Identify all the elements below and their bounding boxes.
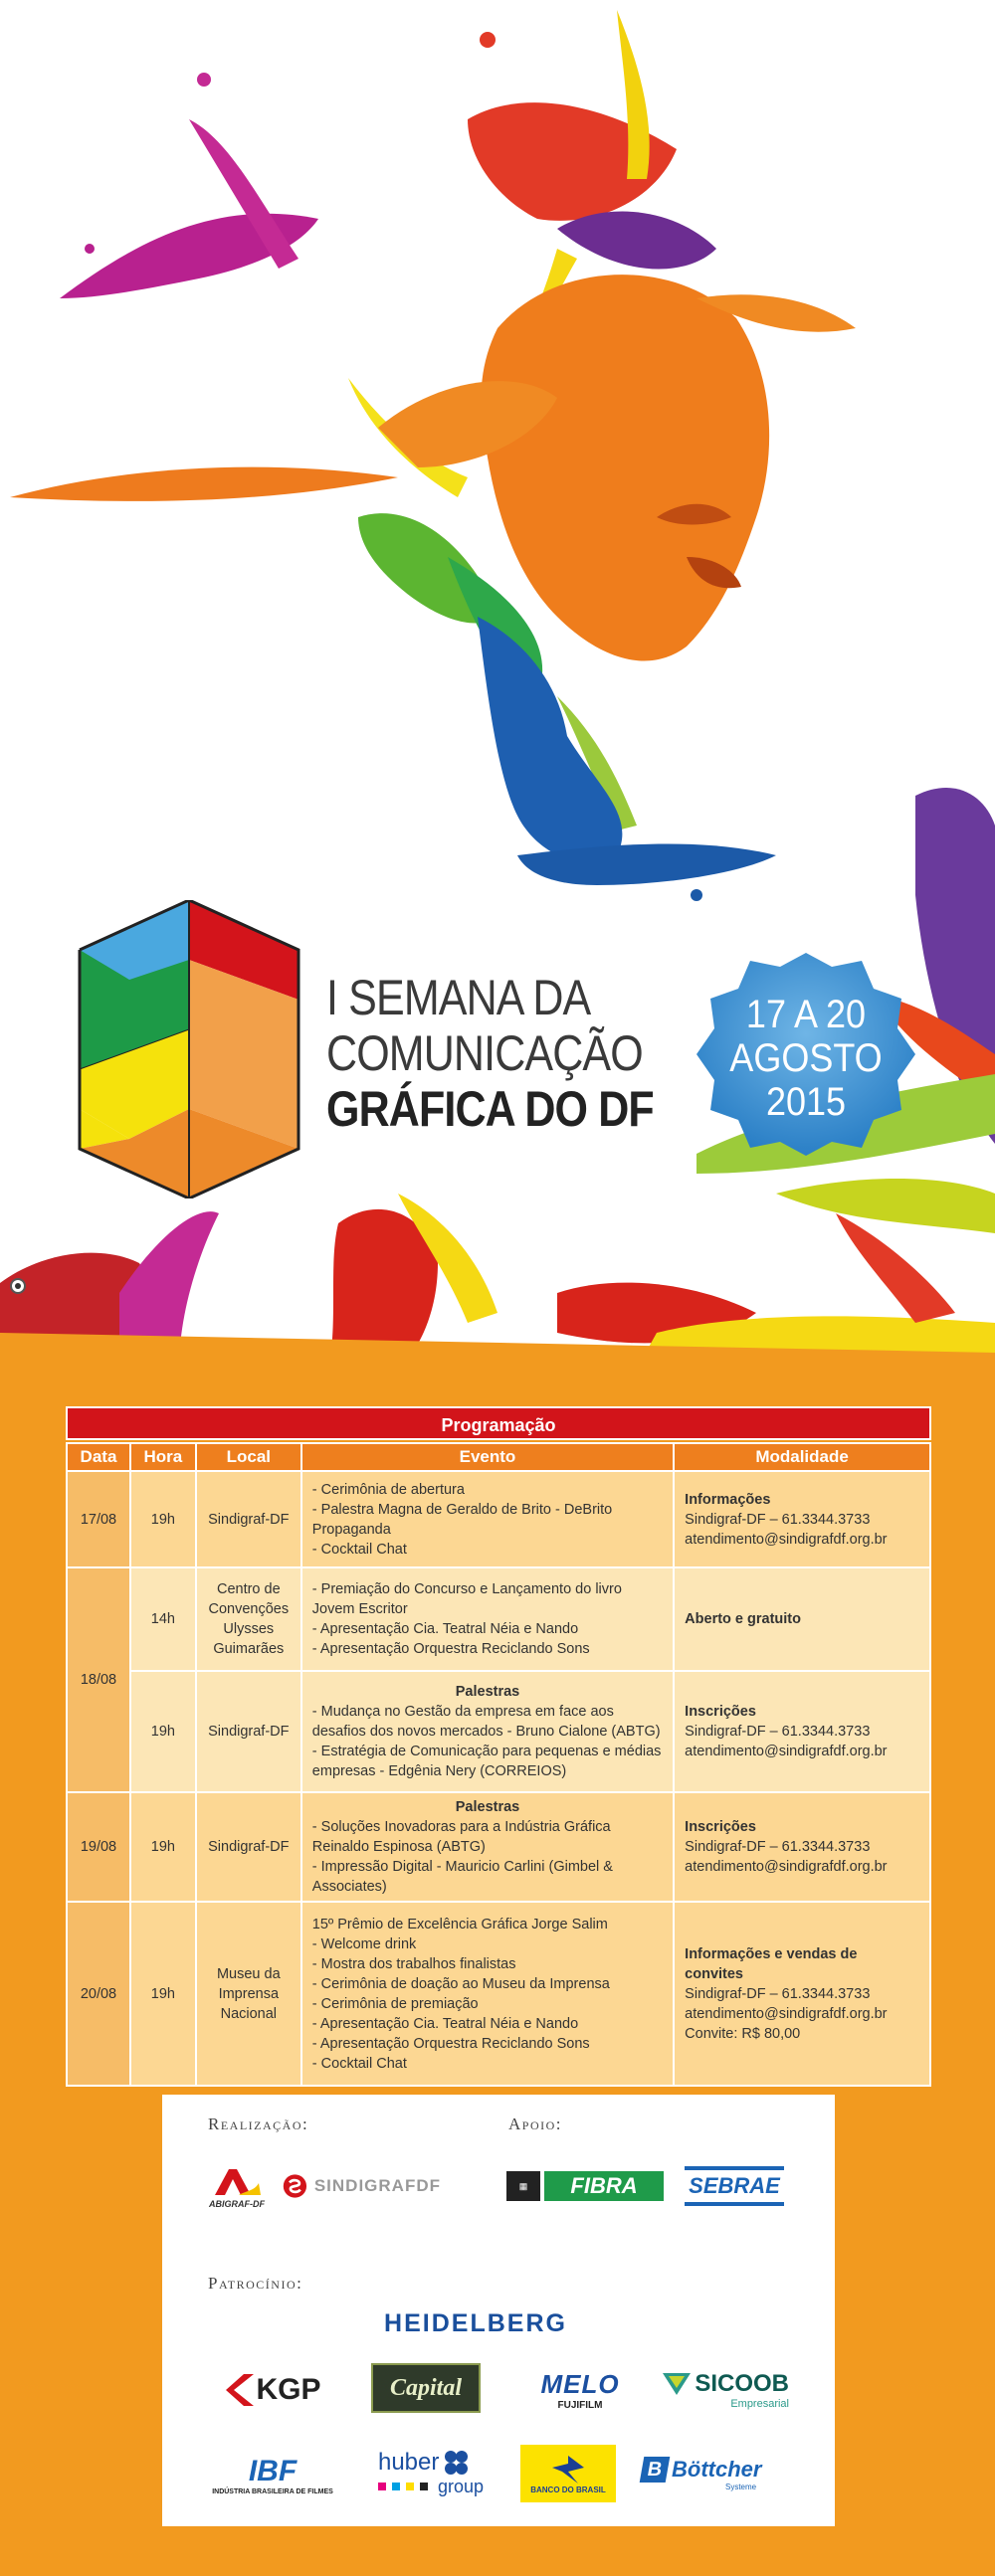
sebrae-logo — [680, 2164, 789, 2208]
abigraf-logo — [202, 2160, 272, 2214]
capital-logo — [371, 2363, 481, 2413]
row-location: Sindigraf-DF — [196, 1671, 301, 1792]
sebrae-text: SEBRAE — [689, 2173, 780, 2198]
program-title: Programação — [66, 1406, 931, 1440]
sicoob-logo — [650, 2365, 789, 2415]
sponsors-box — [162, 2095, 835, 2526]
kgp-chevron-icon — [226, 2372, 256, 2408]
table-row — [67, 1792, 930, 1902]
melo-subtext: FUJIFILM — [557, 2400, 603, 2411]
sicoob-text: SICOOB — [695, 2370, 789, 2397]
ibf-logo — [198, 2443, 347, 2506]
modality-text: Sindigraf-DF – 61.3344.3733 atendimento@sindigrafdf.org.br Convite: R$ 80,00 — [685, 1985, 888, 2042]
row-modality — [674, 1902, 930, 2086]
cube-logo — [70, 900, 308, 1198]
row-time: 19h — [130, 1671, 196, 1792]
row-modality — [674, 1471, 930, 1567]
row-time: 14h — [130, 1567, 196, 1671]
melo-text: MELO — [540, 2369, 620, 2399]
banco-do-brasil-logo — [520, 2445, 616, 2502]
header-evento: Evento — [301, 1443, 674, 1471]
modality-title: Informações — [685, 1491, 771, 1508]
row-date: 20/08 — [67, 1902, 130, 2086]
table-row — [67, 1567, 930, 1671]
capital-text: Capital — [389, 2374, 462, 2401]
date-badge — [693, 949, 919, 1160]
bottcher-text: Böttcher — [672, 2456, 762, 2482]
date-line-3: 2015 — [765, 1080, 847, 1124]
table-header-row — [67, 1443, 930, 1471]
row-time: 19h — [130, 1471, 196, 1567]
row-modality — [674, 1671, 930, 1792]
heidelberg-logo — [361, 2303, 590, 2343]
table-row — [67, 1471, 930, 1567]
page-marker-icon — [10, 1278, 26, 1294]
patrocinio-label: Patrocínio: — [208, 2274, 303, 2293]
modality-title: Aberto e gratuito — [685, 1611, 801, 1627]
sicoob-mark-icon — [663, 2373, 691, 2395]
event-heading: Palestras — [455, 1684, 520, 1700]
row-modality — [674, 1792, 930, 1902]
row-location: Centro de Convenções Ulysses Guimarães — [196, 1567, 301, 1671]
schedule-table — [66, 1442, 931, 2087]
title-line-3: GRÁFICA DO DF — [326, 1081, 654, 1137]
row-event: - Cerimônia de abertura - Palestra Magna de Geraldo de Brito - DeBrito Propaganda - Cocktail Chat — [301, 1471, 674, 1567]
row-event — [301, 1671, 674, 1792]
apoio-label: Apoio: — [508, 2115, 563, 2133]
heidelberg-text: HEIDELBERG — [384, 2308, 567, 2337]
modality-text: Sindigraf-DF – 61.3344.3733 atendimento@sindigrafdf.org.br — [685, 1724, 888, 1759]
abigraf-mark-icon — [211, 2165, 263, 2199]
fibra-text: FIBRA — [544, 2171, 664, 2201]
realizacao-label: Realização: — [208, 2115, 309, 2133]
modality-title: Inscrições — [685, 1704, 756, 1720]
sindigraf-logo — [282, 2164, 441, 2208]
row-date: 19/08 — [67, 1792, 130, 1902]
sebrae-bar-top — [685, 2166, 784, 2170]
table-row — [67, 1902, 930, 2086]
bb-text: BANCO DO BRASIL — [530, 2484, 606, 2494]
event-text: - Mudança no Gestão da empresa em face aos desafios dos novos mercados - Bruno Cialone (ABTG) - Estratégia de Comunicação para pequenas e médias empresas - Edgênia Nery (CORREIOS) — [311, 1704, 662, 1779]
row-date: 18/08 — [67, 1567, 130, 1792]
huber-logo — [366, 2443, 496, 2502]
ibf-text: IBF — [248, 2454, 298, 2487]
bottcher-mark-icon: B — [640, 2457, 671, 2483]
row-location: Sindigraf-DF — [196, 1792, 301, 1902]
date-line-2: AGOSTO — [729, 1036, 883, 1080]
title-line-2: COMUNICAÇÃO — [326, 1025, 643, 1081]
sebrae-bar-bottom — [685, 2202, 784, 2206]
sindigraf-mark-icon — [282, 2171, 308, 2201]
event-heading: Palestras — [455, 1799, 520, 1815]
abigraf-text: ABIGRAF-DF — [209, 2199, 265, 2209]
sindigraf-text: SINDIGRAFDF — [313, 2176, 441, 2195]
bb-mark-icon — [550, 2454, 586, 2485]
modality-title: Inscrições — [685, 1819, 756, 1835]
fibra-logo — [504, 2168, 666, 2204]
title-line-1: I SEMANA DA — [326, 970, 591, 1025]
row-location: Museu da Imprensa Nacional — [196, 1902, 301, 2086]
melo-logo — [520, 2363, 640, 2417]
row-modality — [674, 1567, 930, 1671]
modality-text: Sindigraf-DF – 61.3344.3733 atendimento@sindigrafdf.org.br — [685, 1511, 888, 1548]
header-data: Data — [67, 1443, 130, 1471]
huber-text: huber — [377, 2448, 440, 2476]
sicoob-subtext: Empresarial — [730, 2398, 789, 2410]
row-event: 15º Prêmio de Excelência Gráfica Jorge Salim - Welcome drink - Mostra dos trabalhos finalistas - Cerimônia de doação ao Museu da Imprensa - Cerimônia de premiação - Apresentação Cia. Teatral Néia e Nando - Apresentação Orquestra Reciclando Sons - Cocktail Chat — [301, 1902, 674, 2086]
row-time: 19h — [130, 1902, 196, 2086]
date-line-1: 17 A 20 — [745, 993, 867, 1036]
program-table — [66, 1406, 931, 2087]
kgp-text: KGP — [256, 2373, 321, 2406]
table-row — [67, 1671, 930, 1792]
header-hora: Hora — [130, 1443, 196, 1471]
event-text: - Soluções Inovadoras para a Indústria Gráfica Reinaldo Espinosa (ABTG) - Impressão Digital - Mauricio Carlini (Gimbel & Associates) — [311, 1819, 613, 1895]
ibf-subtext: INDÚSTRIA BRASILEIRA DE FILMES — [212, 2487, 333, 2495]
row-event: - Premiação do Concurso e Lançamento do livro Jovem Escritor - Apresentação Cia. Teatral Néia e Nando - Apresentação Orquestra Reciclando Sons — [301, 1567, 674, 1671]
kgp-logo — [206, 2365, 341, 2415]
modality-text: Sindigraf-DF – 61.3344.3733 atendimento@sindigrafdf.org.br — [685, 1839, 888, 1875]
event-title — [326, 970, 706, 1137]
row-time: 19h — [130, 1792, 196, 1902]
header-local: Local — [196, 1443, 301, 1471]
huber-dots-icon — [378, 2482, 434, 2491]
modality-title: Informações e vendas de convites — [685, 1945, 858, 1982]
huber-clover-icon — [442, 2450, 470, 2476]
bottcher-logo — [642, 2451, 791, 2496]
row-event — [301, 1792, 674, 1902]
huber-subtext: group — [437, 2476, 485, 2496]
row-location: Sindigraf-DF — [196, 1471, 301, 1567]
bottcher-subtext: Systeme — [725, 2482, 757, 2491]
row-date: 17/08 — [67, 1471, 130, 1567]
fibra-emblem-icon: ▦ — [506, 2171, 540, 2201]
header-modalidade: Modalidade — [674, 1443, 930, 1471]
